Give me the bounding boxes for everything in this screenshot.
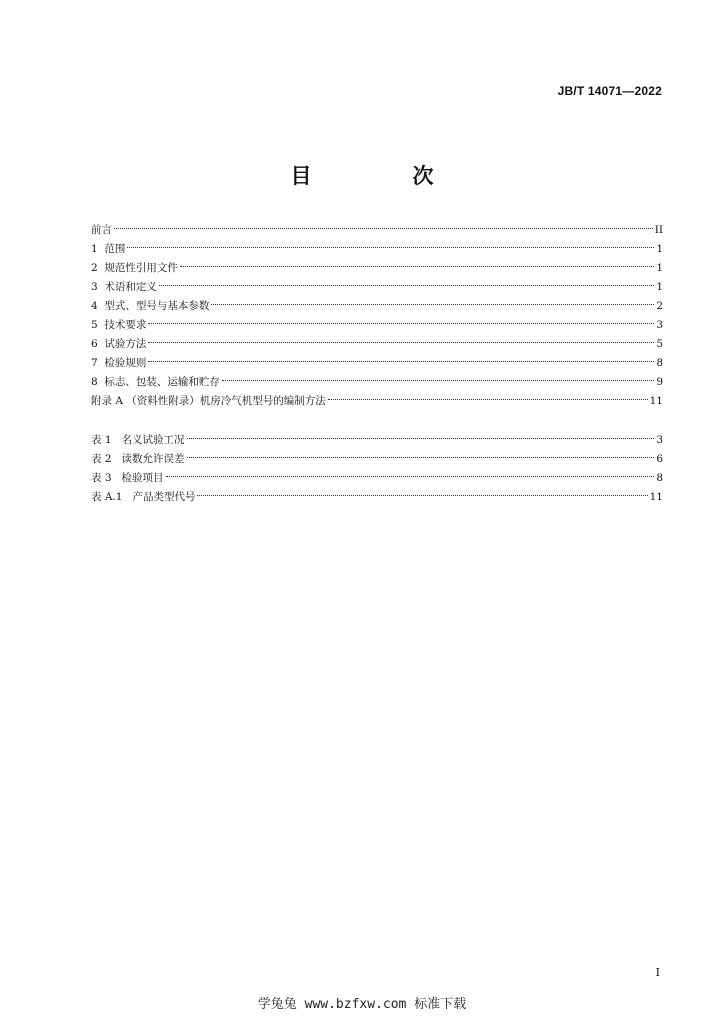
toc-entry-label: 附录 A （资料性附录）机房冷气机型号的编制方法 <box>91 395 326 407</box>
toc-entry-page: 11 <box>649 491 663 503</box>
table-of-contents <box>91 221 663 411</box>
page-title: 目 次 <box>290 164 474 188</box>
toc-leader-dots <box>222 380 654 381</box>
toc-leader-dots <box>187 438 655 439</box>
toc-entry-label: 表 1 名义试验工况 <box>91 434 185 446</box>
toc-entry-foreword[interactable] <box>91 221 663 240</box>
toc-entry-table-3[interactable] <box>91 469 663 488</box>
toc-entry-label: 表 2 读数允许误差 <box>91 453 185 465</box>
toc-entry-table-2[interactable] <box>91 450 663 469</box>
toc-leader-dots <box>127 247 654 248</box>
toc-entry-test-methods[interactable] <box>91 335 663 354</box>
toc-leader-dots <box>148 342 654 343</box>
toc-entry-page: 8 <box>656 472 663 484</box>
toc-entry-page: II <box>654 224 663 236</box>
toc-leader-dots <box>187 457 655 458</box>
toc-entry-table-a1[interactable] <box>91 488 663 507</box>
toc-leader-dots <box>328 399 648 400</box>
toc-entry-label: 3 术语和定义 <box>91 281 157 293</box>
toc-entry-label: 8 标志、包装、运输和贮存 <box>91 376 220 388</box>
list-of-tables <box>91 431 663 507</box>
toc-entry-annex-a[interactable] <box>91 392 663 411</box>
toc-leader-dots <box>114 228 653 229</box>
toc-leader-dots <box>148 323 654 324</box>
toc-entry-types[interactable] <box>91 297 663 316</box>
toc-entry-page: 8 <box>656 357 663 369</box>
toc-entry-label: 前言 <box>91 224 112 236</box>
toc-entry-page: 5 <box>656 338 663 350</box>
toc-entry-page: 3 <box>656 434 663 446</box>
toc-entry-label: 7 检验规则 <box>91 357 147 369</box>
toc-entry-page: 3 <box>656 319 663 331</box>
toc-leader-dots <box>159 285 654 286</box>
toc-leader-dots <box>197 495 647 496</box>
toc-entry-label: 5 技术要求 <box>91 319 147 331</box>
toc-entry-label: 1 范围 <box>91 243 126 255</box>
toc-entry-page: 2 <box>656 300 663 312</box>
toc-entry-label: 4 型式、型号与基本参数 <box>91 300 210 312</box>
toc-entry-label: 表 3 检验项目 <box>91 472 164 484</box>
footer-watermark: 学兔兔 www.bzfxw.com 标准下载 <box>257 997 467 1012</box>
toc-leader-dots <box>148 361 654 362</box>
standard-number: JB/T 14071—2022 <box>557 84 662 98</box>
page-number: I <box>655 966 660 979</box>
toc-entry-page: 11 <box>649 395 663 407</box>
toc-entry-scope[interactable] <box>91 240 663 259</box>
toc-entry-terms[interactable] <box>91 278 663 297</box>
toc-entry-inspection-rules[interactable] <box>91 354 663 373</box>
toc-entry-page: 1 <box>656 262 663 274</box>
toc-leader-dots <box>211 304 654 305</box>
toc-leader-dots <box>180 266 654 267</box>
toc-entry-label: 表 A.1 产品类型代号 <box>91 491 196 503</box>
toc-entry-label: 6 试验方法 <box>91 338 147 350</box>
toc-entry-label: 2 规范性引用文件 <box>91 262 178 274</box>
toc-entry-page: 1 <box>656 243 663 255</box>
toc-entry-page: 1 <box>656 281 663 293</box>
toc-entry-table-1[interactable] <box>91 431 663 450</box>
toc-leader-dots <box>166 476 655 477</box>
toc-entry-marking-packaging[interactable] <box>91 373 663 392</box>
toc-entry-normative-references[interactable] <box>91 259 663 278</box>
toc-entry-page: 9 <box>656 376 663 388</box>
toc-entry-requirements[interactable] <box>91 316 663 335</box>
toc-entry-page: 6 <box>656 453 663 465</box>
